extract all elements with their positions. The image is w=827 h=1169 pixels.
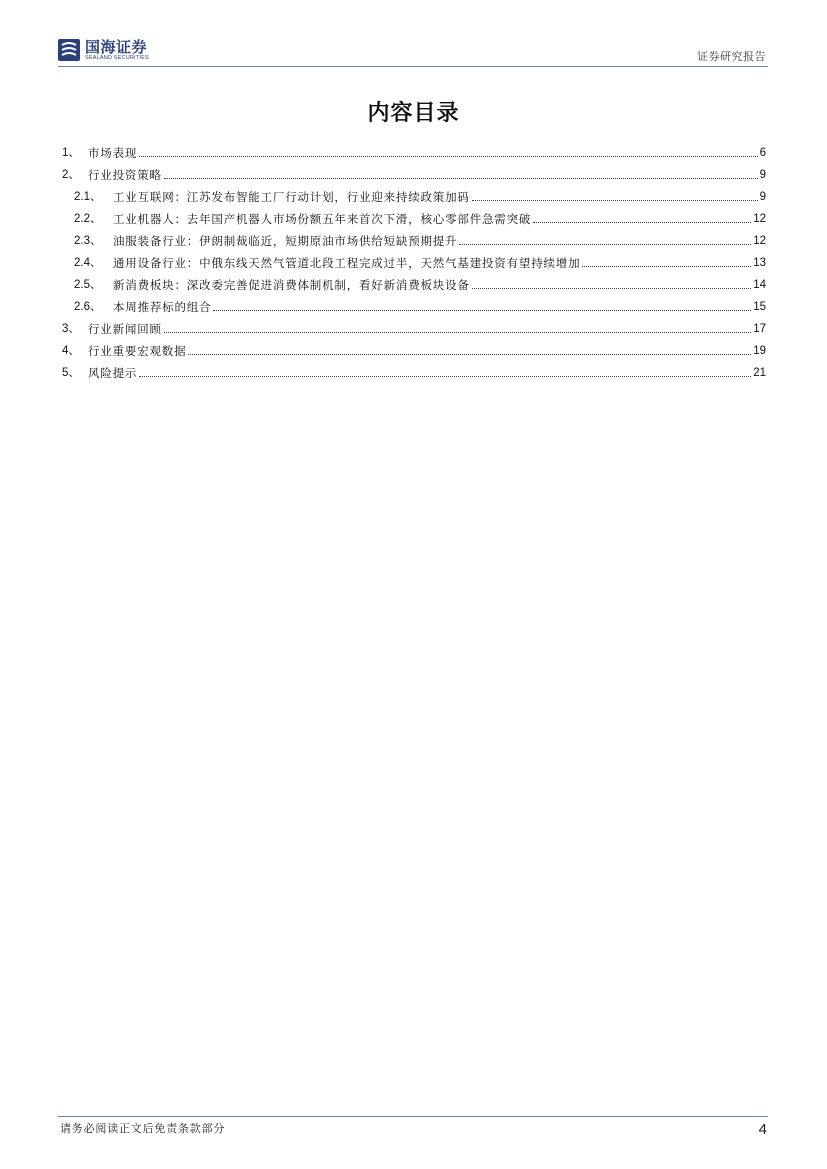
toc-entry-title: 通用设备行业：中俄东线天然气管道北段工程完成过半，天然气基建投资有望持续增加 (113, 256, 581, 270)
toc-entry-number: 2.1、 (74, 191, 102, 203)
toc-entry-title: 本周推荐标的组合 (113, 300, 212, 314)
toc-leader-dots (533, 222, 751, 223)
toc-leader-dots (459, 244, 751, 245)
toc-entry-page: 9 (759, 191, 766, 203)
toc-leader-dots (213, 310, 751, 311)
toc-subentry[interactable] (62, 292, 766, 314)
page-number: 4 (758, 1121, 767, 1138)
toc-entry-page: 12 (753, 235, 766, 247)
toc-subentry[interactable] (62, 182, 766, 204)
toc-entry-number: 2.5、 (74, 279, 102, 291)
toc-entry-number: 2.4、 (74, 257, 102, 269)
toc-leader-dots (139, 376, 751, 377)
toc-subentry[interactable] (62, 204, 766, 226)
toc-entry-title: 油服装备行业：伊朗制裁临近，短期原油市场供给短缺预期提升 (113, 234, 458, 248)
toc-entry-number: 3、 (62, 323, 80, 335)
toc-leader-dots (139, 156, 757, 157)
logo-english-name: SEALAND SECURITIES (85, 54, 149, 61)
table-of-contents (62, 138, 766, 380)
toc-entry-title: 行业重要宏观数据 (88, 344, 187, 358)
toc-entry-title: 风险提示 (88, 366, 138, 380)
toc-entry-number: 5、 (62, 367, 80, 379)
toc-entry-title: 工业互联网：江苏发布智能工厂行动计划，行业迎来持续政策加码 (113, 190, 470, 204)
toc-entry-page: 17 (753, 323, 766, 335)
toc-entry-page: 13 (753, 257, 766, 269)
toc-entry-number: 1、 (62, 147, 80, 159)
toc-leader-dots (164, 178, 758, 179)
toc-leader-dots (188, 354, 751, 355)
toc-entry-title: 新消费板块：深改委完善促进消费体制机制，看好新消费板块设备 (113, 278, 470, 292)
toc-entry-title: 工业机器人：去年国产机器人市场份额五年来首次下滑，核心零部件急需突破 (113, 212, 532, 226)
document-type-label: 证券研究报告 (697, 50, 766, 63)
toc-entry[interactable] (62, 336, 766, 358)
toc-subentry[interactable] (62, 248, 766, 270)
toc-leader-dots (472, 200, 758, 201)
header-divider (58, 66, 768, 67)
toc-entry-page: 9 (759, 169, 766, 181)
toc-subentry[interactable] (62, 226, 766, 248)
toc-heading: 内容目录 (367, 101, 460, 126)
toc-leader-dots (582, 266, 751, 267)
toc-entry-page: 14 (753, 279, 766, 291)
toc-leader-dots (164, 332, 751, 333)
toc-subentry[interactable] (62, 270, 766, 292)
toc-entry-page: 19 (753, 345, 766, 357)
disclaimer-notice: 请务必阅读正文后免责条款部分 (60, 1122, 226, 1135)
footer-divider (58, 1116, 768, 1117)
page-header (58, 36, 766, 64)
logo-chinese-name: 国海证券 (85, 37, 148, 56)
toc-entry[interactable] (62, 160, 766, 182)
toc-entry[interactable] (62, 314, 766, 336)
toc-entry-title: 市场表现 (88, 146, 138, 160)
toc-entry-number: 2、 (62, 169, 80, 181)
toc-entry[interactable] (62, 138, 766, 160)
toc-entry-number: 2.3、 (74, 235, 102, 247)
toc-entry-title: 行业新闻回顾 (88, 322, 162, 336)
company-logo (58, 36, 149, 64)
toc-entry-number: 2.2、 (74, 213, 102, 225)
toc-entry-page: 6 (759, 147, 766, 159)
toc-entry-page: 15 (753, 301, 766, 313)
toc-entry-number: 4、 (62, 345, 80, 357)
toc-entry-page: 12 (753, 213, 766, 225)
toc-entry-page: 21 (753, 367, 766, 379)
toc-leader-dots (472, 288, 752, 289)
toc-entry-number: 2.6、 (74, 301, 102, 313)
toc-entry-title: 行业投资策略 (88, 168, 162, 182)
sealand-logo-icon (58, 39, 80, 61)
toc-entry[interactable] (62, 358, 766, 380)
